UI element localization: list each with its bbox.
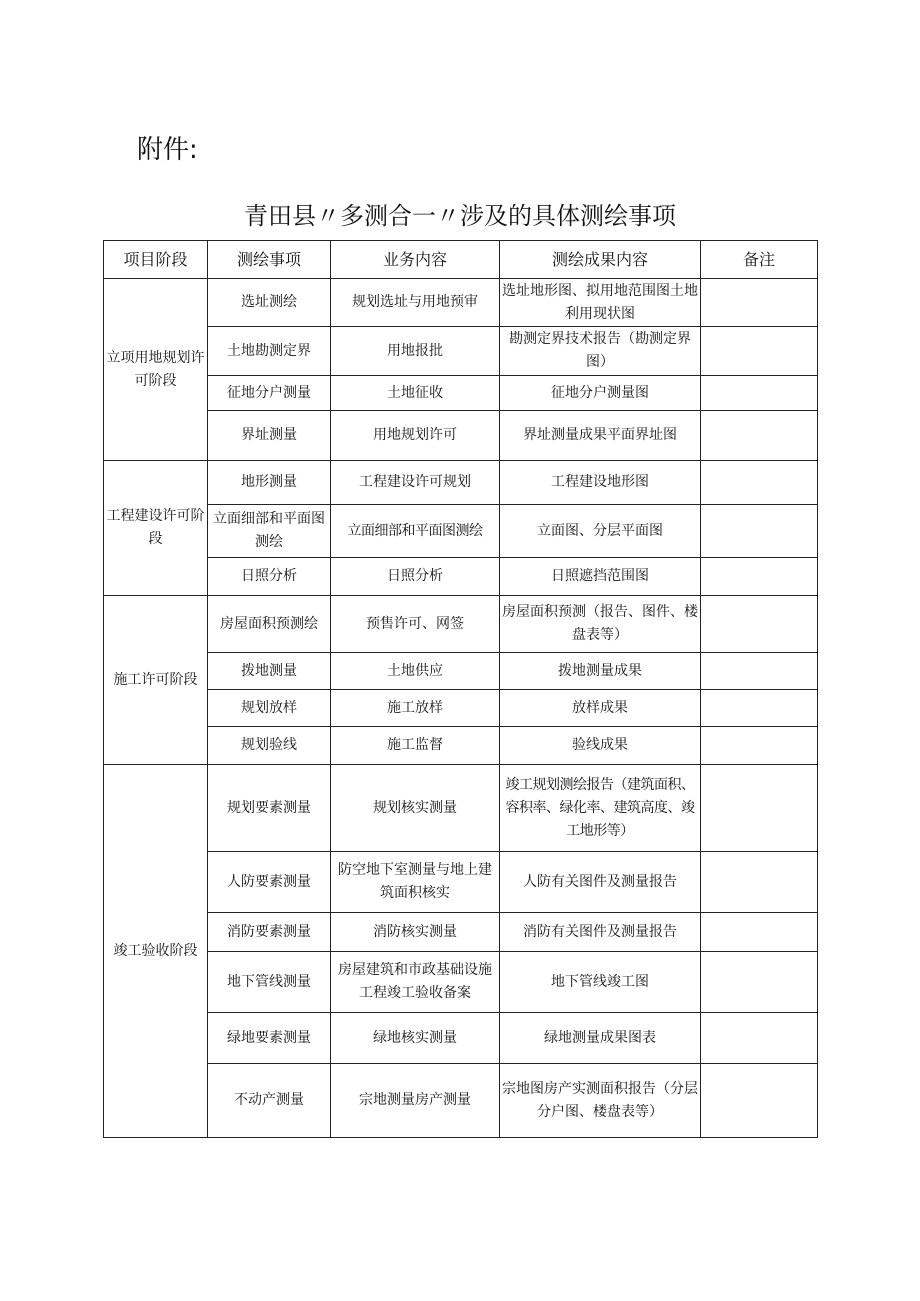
remark-cell [701,411,818,461]
remark-cell [701,596,818,653]
remark-cell [701,279,818,327]
result-cell: 绿地测量成果图表 [500,1013,701,1064]
table-row [104,327,818,376]
business-cell: 土地供应 [331,653,500,690]
item-cell: 地下管线测量 [208,952,331,1013]
item-cell: 土地勘测定界 [208,327,331,376]
result-cell: 征地分户测量图 [500,376,701,411]
business-cell: 规划核实测量 [331,765,500,852]
business-cell: 绿地核实测量 [331,1013,500,1064]
business-cell: 工程建设许可规划 [331,461,500,505]
remark-cell [701,1064,818,1138]
header-result: 测绘成果内容 [500,241,701,279]
page-title: 青田县〃多测合一〃涉及的具体测绘事项 [244,202,676,230]
item-cell: 规划放样 [208,690,331,727]
stage-cell: 竣工验收阶段 [104,765,208,1138]
business-cell: 用地报批 [331,327,500,376]
result-cell: 放样成果 [500,690,701,727]
remark-cell [701,765,818,852]
attachment-label: 附件: [137,135,198,165]
header-business: 业务内容 [331,241,500,279]
table-row [104,558,818,596]
table-row [104,461,818,505]
result-cell: 日照遮挡范围图 [500,558,701,596]
business-cell: 宗地测量房产测量 [331,1064,500,1138]
table-row [104,952,818,1013]
table-row [104,653,818,690]
item-cell: 立面细部和平面图测绘 [208,505,331,558]
result-cell: 宗地图房产实测面积报告（分层分户图、楼盘表等） [500,1064,701,1138]
business-cell: 防空地下室测量与地上建筑面积核实 [331,852,500,913]
survey-items-table [103,240,818,1138]
remark-cell [701,852,818,913]
item-cell: 规划要素测量 [208,765,331,852]
business-cell: 消防核实测量 [331,913,500,952]
table-row [104,411,818,461]
business-cell: 立面细部和平面图测绘 [331,505,500,558]
result-cell: 地下管线竣工图 [500,952,701,1013]
business-cell: 土地征收 [331,376,500,411]
item-cell: 绿地要素测量 [208,1013,331,1064]
remark-cell [701,727,818,765]
item-cell: 拨地测量 [208,653,331,690]
item-cell: 规划验线 [208,727,331,765]
item-cell: 征地分户测量 [208,376,331,411]
result-cell: 竣工规划测绘报告（建筑面积、容积率、绿化率、建筑高度、竣工地形等） [500,765,701,852]
table-row [104,279,818,327]
item-cell: 房屋面积预测绘 [208,596,331,653]
table-row [104,852,818,913]
business-cell: 用地规划许可 [331,411,500,461]
stage-cell: 立项用地规划许可阶段 [104,279,208,461]
remark-cell [701,505,818,558]
item-cell: 不动产测量 [208,1064,331,1138]
business-cell: 房屋建筑和市政基础设施工程竣工验收备案 [331,952,500,1013]
remark-cell [701,1013,818,1064]
stage-cell: 工程建设许可阶段 [104,461,208,596]
header-stage: 项目阶段 [104,241,208,279]
item-cell: 日照分析 [208,558,331,596]
table-row [104,376,818,411]
result-cell: 立面图、分层平面图 [500,505,701,558]
remark-cell [701,690,818,727]
item-cell: 人防要素测量 [208,852,331,913]
stage-cell: 施工许可阶段 [104,596,208,765]
item-cell: 消防要素测量 [208,913,331,952]
header-item: 测绘事项 [208,241,331,279]
result-cell: 人防有关图件及测量报告 [500,852,701,913]
result-cell: 消防有关图件及测量报告 [500,913,701,952]
item-cell: 界址测量 [208,411,331,461]
header-remark: 备注 [701,241,818,279]
result-cell: 选址地形图、拟用地范围图土地利用现状图 [500,279,701,327]
table-row [104,690,818,727]
table-row [104,1013,818,1064]
business-cell: 规划选址与用地预审 [331,279,500,327]
business-cell: 日照分析 [331,558,500,596]
table-row [104,727,818,765]
table-row [104,765,818,852]
table-header-row [104,241,818,279]
business-cell: 施工放样 [331,690,500,727]
remark-cell [701,461,818,505]
item-cell: 选址测绘 [208,279,331,327]
table-row [104,913,818,952]
result-cell: 工程建设地形图 [500,461,701,505]
remark-cell [701,327,818,376]
business-cell: 施工监督 [331,727,500,765]
table-row [104,1064,818,1138]
result-cell: 勘测定界技术报告（勘测定界图） [500,327,701,376]
result-cell: 拨地测量成果 [500,653,701,690]
remark-cell [701,913,818,952]
result-cell: 界址测量成果平面界址图 [500,411,701,461]
item-cell: 地形测量 [208,461,331,505]
table-row [104,596,818,653]
result-cell: 房屋面积预测（报告、图件、楼盘表等） [500,596,701,653]
remark-cell [701,376,818,411]
remark-cell [701,558,818,596]
result-cell: 验线成果 [500,727,701,765]
remark-cell [701,952,818,1013]
remark-cell [701,653,818,690]
business-cell: 预售许可、网签 [331,596,500,653]
table-row [104,505,818,558]
